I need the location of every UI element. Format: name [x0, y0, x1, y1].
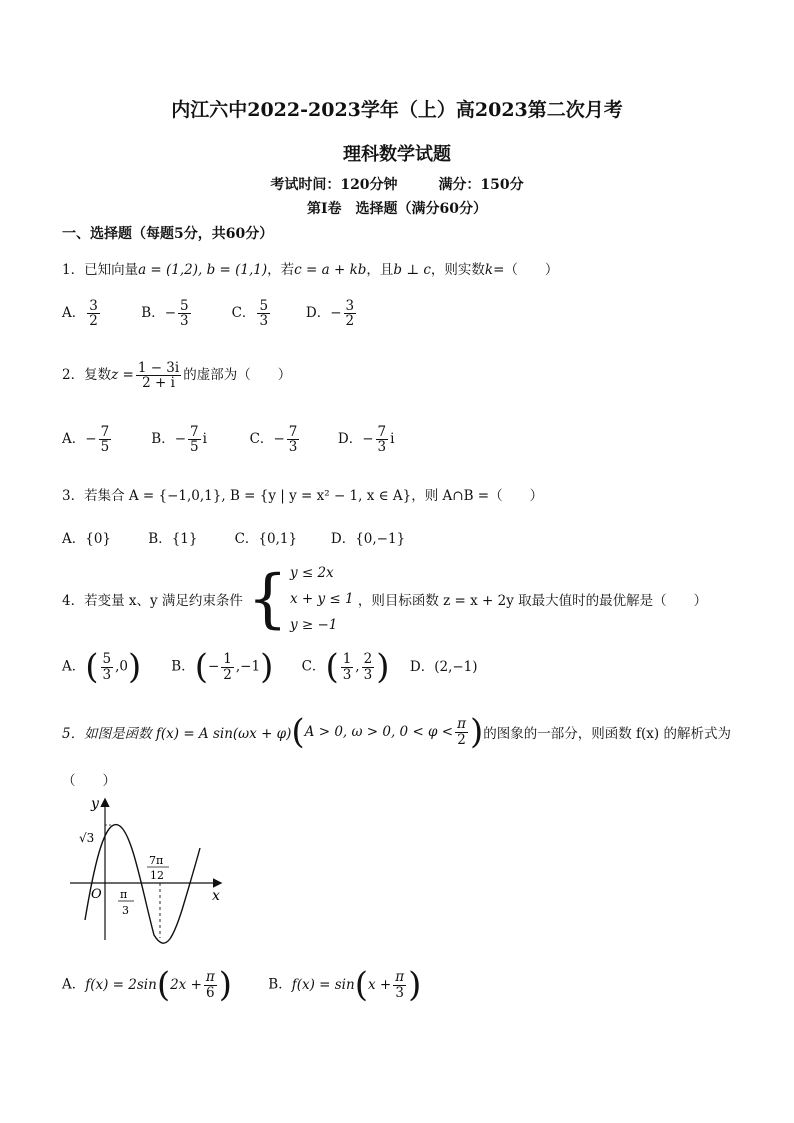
question-1 — [62, 258, 558, 278]
question-3: 3．若集合 A = {−1,0,1}, B = {y | y = x² − 1, x ∈ A}，则 A∩B =（ ） — [62, 488, 544, 504]
q4-constraint-3: y ≥ −1 — [289, 617, 338, 633]
sqrt3-label: √3 — [79, 831, 95, 845]
exam-time: 考试时间：120分钟 — [270, 177, 398, 193]
q4-option-a: A．( $\frac{5}{3}$ ,0) — [62, 647, 142, 687]
q1-perp: b ⊥ c — [393, 262, 431, 278]
q5-options — [62, 965, 448, 1005]
q4-constraint-1: y ≤ 2x — [289, 565, 334, 581]
q4-prefix: 4．若变量 x、y 满足约束条件 — [62, 593, 243, 609]
q2-z: z = — [111, 367, 134, 384]
q2-fraction: $\frac{1 - 3i}{2 + i}$ — [137, 360, 180, 392]
q2-option-c: C．− $\frac{7}{3}$ — [249, 424, 298, 456]
q5-sine-graph — [60, 790, 230, 950]
q2-option-d: D．− $\frac{7}{3}$ i — [337, 424, 395, 456]
q2-option-a: A．− $\frac{7}{5}$ — [62, 424, 110, 456]
q3-option-b: B．{1} — [148, 531, 198, 547]
q2-prefix: 2．复数 — [62, 367, 112, 384]
q5-suffix: 的图象的一部分，则函数 f(x) 的解析式为 — [483, 726, 731, 742]
pi712-den: 12 — [150, 869, 164, 882]
q5-condition: A > 0, ω > 0, 0 < φ < — [304, 724, 454, 740]
q1-option-b: B．− $\frac{5}{3}$ — [141, 298, 189, 330]
q1-option-c: C． $\frac{5}{3}$ — [231, 298, 269, 330]
q1-blank: =（ ） — [493, 262, 559, 278]
q1-text: ，若 — [267, 262, 295, 278]
pi3-den: 3 — [122, 904, 129, 917]
volume-heading: 第Ⅰ卷 选择题（满分60分） — [306, 201, 488, 217]
y-label: y — [91, 796, 99, 812]
q4-constraints — [247, 560, 353, 638]
q2-option-b: B．− $\frac{7}{5}$ i — [151, 424, 207, 456]
q3-option-c: C．{0,1} — [234, 531, 298, 547]
origin-label: O — [91, 887, 102, 902]
question-5: 5．如图是函数 f(x) = A sin(ωx + φ)(A > 0, ω > 0, 0 < φ < $\frac{\pi}{2}$ )的图象的一部分，则函数 f(x) 的解析式为 — [62, 712, 731, 752]
pi3-num: π — [120, 888, 128, 901]
q1-option-a: A． $\frac{3}{2}$ — [62, 298, 98, 330]
x-label: x — [212, 888, 220, 904]
q5-prefix: 5．如图是函数 f(x) = A sin(ωx + φ) — [62, 726, 292, 742]
exam-title: 内江六中2022-2023学年（上）高2023第二次月考 — [171, 99, 623, 121]
q1-text-2: ，且 — [366, 262, 394, 278]
question-4 — [62, 560, 707, 638]
q5-option-b: B．f(x) = sin(x + $\frac{\pi}{3}$ ) — [268, 965, 422, 1005]
question-2 — [62, 361, 291, 390]
q1-vectors: a = (1,2), b = (1,1) — [138, 262, 268, 278]
q1-options — [62, 299, 386, 328]
q2-suffix: 的虚部为（ ） — [183, 367, 292, 384]
q4-constraint-2: x + y ≤ 1 — [289, 591, 354, 607]
q4-option-d: D．(2,−1) — [409, 658, 478, 675]
q1-condition: c = a + kb — [294, 262, 367, 278]
q1-option-d: D．− $\frac{3}{2}$ — [305, 298, 355, 330]
q4-options — [62, 647, 500, 687]
exam-subtitle: 理科数学试题 — [343, 144, 451, 165]
q3-options — [62, 527, 423, 547]
q5-blank: （ ） — [62, 773, 116, 789]
sine-curve — [85, 825, 200, 944]
q5-option-a: A．f(x) = 2sin(2x + $\frac{\pi}{6}$ ) — [62, 965, 233, 1005]
q1-text-3: ，则实数 — [430, 262, 485, 278]
exam-score: 满分：150分 — [438, 177, 524, 193]
pi712-num: 7π — [149, 854, 164, 867]
q4-option-b: B．(− $\frac{1}{2}$ ,−1) — [171, 647, 274, 687]
brace-icon: { — [247, 562, 288, 636]
exam-info — [0, 174, 794, 194]
q5-pi-over-2: $\frac{\pi}{2}$ — [457, 716, 466, 748]
q3-option-a: A．{0} — [62, 531, 112, 547]
q1-k: k — [484, 262, 494, 278]
q4-option-c: C．( $\frac{1}{3}$ , $\frac{2}{3}$ ) — [301, 647, 390, 687]
q3-option-d: D．{0,−1} — [330, 531, 406, 547]
q2-options — [62, 425, 428, 454]
section-heading: 一、选择题（每题5分，共60分） — [62, 226, 274, 242]
q1-prefix: 1．已知向量 — [62, 262, 139, 278]
q4-suffix: ，则目标函数 z = x + 2y 取最大值时的最优解是（ ） — [357, 593, 708, 609]
